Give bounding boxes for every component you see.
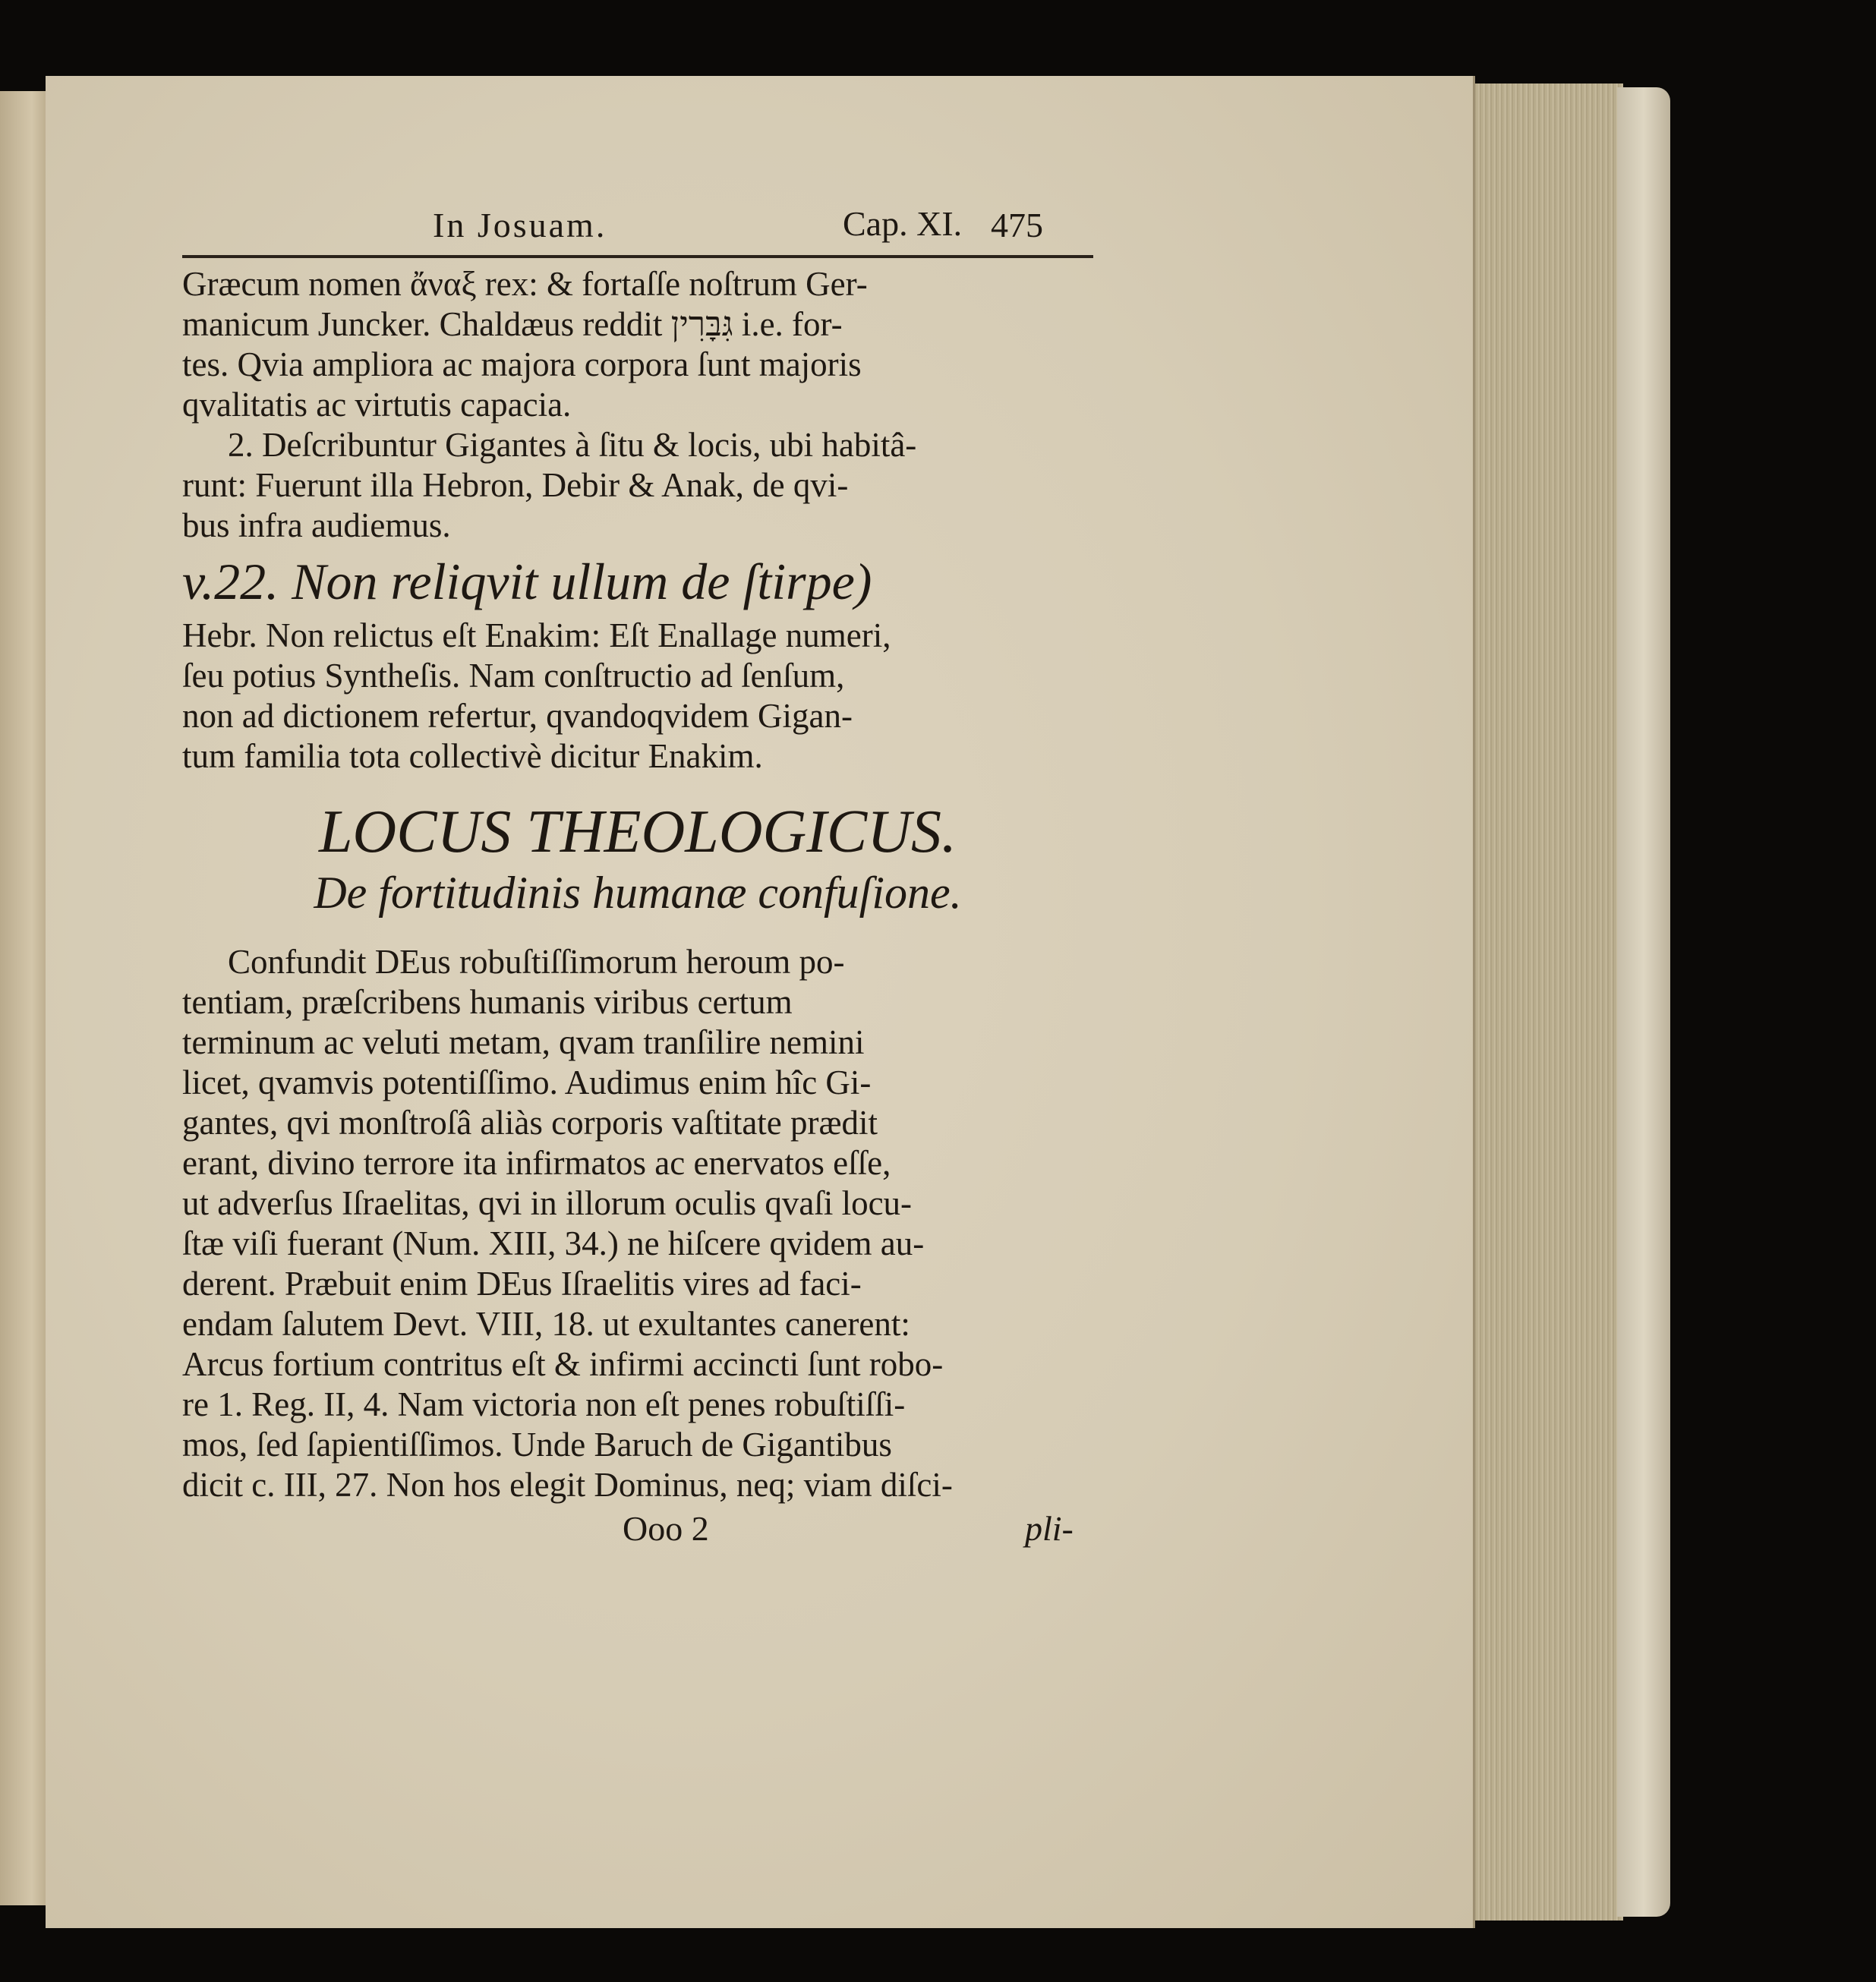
text-line: ſtæ viſi fuerant (Num. XIII, 34.) ne hiſcere qvidem au-	[182, 1224, 925, 1262]
header-rule	[182, 255, 1093, 258]
text-line: ſeu potius Syntheſis. Nam conſtructio ad ſenſum,	[182, 657, 845, 695]
section-subtitle: De fortitudinis humanæ confuſione.	[314, 868, 962, 918]
text-line: bus infra audiemus.	[182, 506, 451, 544]
running-head	[182, 197, 1093, 251]
text-line: re 1. Reg. II, 4. Nam victoria non eſt penes robuſtiſſi-	[182, 1385, 906, 1423]
text-line: Arcus fortium contritus eſt & infirmi accincti ſunt robo-	[182, 1345, 944, 1383]
section-title: LOCUS THEOLOGICUS.	[318, 799, 957, 865]
text-line: mos, ſed ſapientiſſimos. Unde Baruch de Gigantibus	[182, 1426, 892, 1464]
paragraph-2	[182, 425, 1093, 546]
text-line: Græcum nomen ἄναξ rex: & fortaſſe noſtrum Ger-	[182, 265, 868, 303]
text-line: qvalitatis ac virtutis capacia.	[182, 386, 572, 424]
text-line: licet, qvamvis potentiſſimo. Audimus enim hîc Gi-	[182, 1063, 872, 1101]
catchword: pli-	[1025, 1509, 1074, 1548]
text-line: tes. Qvia ampliora ac majora corpora ſunt majoris	[182, 345, 862, 383]
paragraph-3	[182, 616, 1093, 777]
text-line: runt: Fuerunt illa Hebron, Debir & Anak, de qvi-	[182, 466, 849, 504]
page-text	[182, 197, 1093, 1554]
text-line: ut adverſus Iſraelitas, qvi in illorum oculis qvaſi locu-	[182, 1184, 913, 1222]
text-line: endam ſalutem Devt. VIII, 18. ut exultantes canerent:	[182, 1305, 910, 1343]
text-line: dicit c. III, 27. Non hos elegit Dominus, neq; viam diſci-	[182, 1466, 953, 1504]
text-line: derent. Præbuit enim DEus Iſraelitis vires ad faci-	[182, 1265, 862, 1303]
paragraph-4	[182, 942, 1093, 1505]
text-line: Confundit DEus robuſtiſſimorum heroum po-	[228, 943, 845, 981]
text-line: 2. Deſcribuntur Gigantes à ſitu & locis, ubi habitâ-	[228, 426, 917, 464]
text-line: non ad dictionem refertur, qvandoqvidem Gigan-	[182, 697, 853, 735]
text-line: tentiam, præſcribens humanis viribus certum	[182, 983, 793, 1021]
text-line: manicum Juncker. Chaldæus reddit גִּבָּרִין i.e. for-	[182, 305, 843, 343]
text-line: erant, divino terrore ita infirmatos ac enervatos eſſe,	[182, 1144, 891, 1182]
running-title: In Josuam.	[433, 206, 607, 244]
text-line: terminum ac veluti metam, qvam tranſilire nemini	[182, 1023, 865, 1061]
text-line: gantes, qvi monſtroſâ aliàs corporis vaſtitate prædit	[182, 1104, 878, 1142]
page-block-edge	[1471, 84, 1623, 1921]
paragraph-1	[182, 264, 1093, 425]
book-cover-edge	[1617, 87, 1670, 1917]
text-line: Hebr. Non relictus eſt Enakim: Eſt Enallage numeri,	[182, 616, 891, 654]
text-line: tum familia tota collectivè dicitur Enakim.	[182, 737, 763, 775]
chapter-label: Cap. XI.	[843, 204, 963, 243]
signature-mark: Ooo 2	[623, 1509, 709, 1548]
page-footer	[182, 1508, 1093, 1554]
page-number: 475	[991, 206, 1043, 244]
verse-heading: v.22. Non reliqvit ullum de ſtirpe)	[182, 553, 872, 610]
